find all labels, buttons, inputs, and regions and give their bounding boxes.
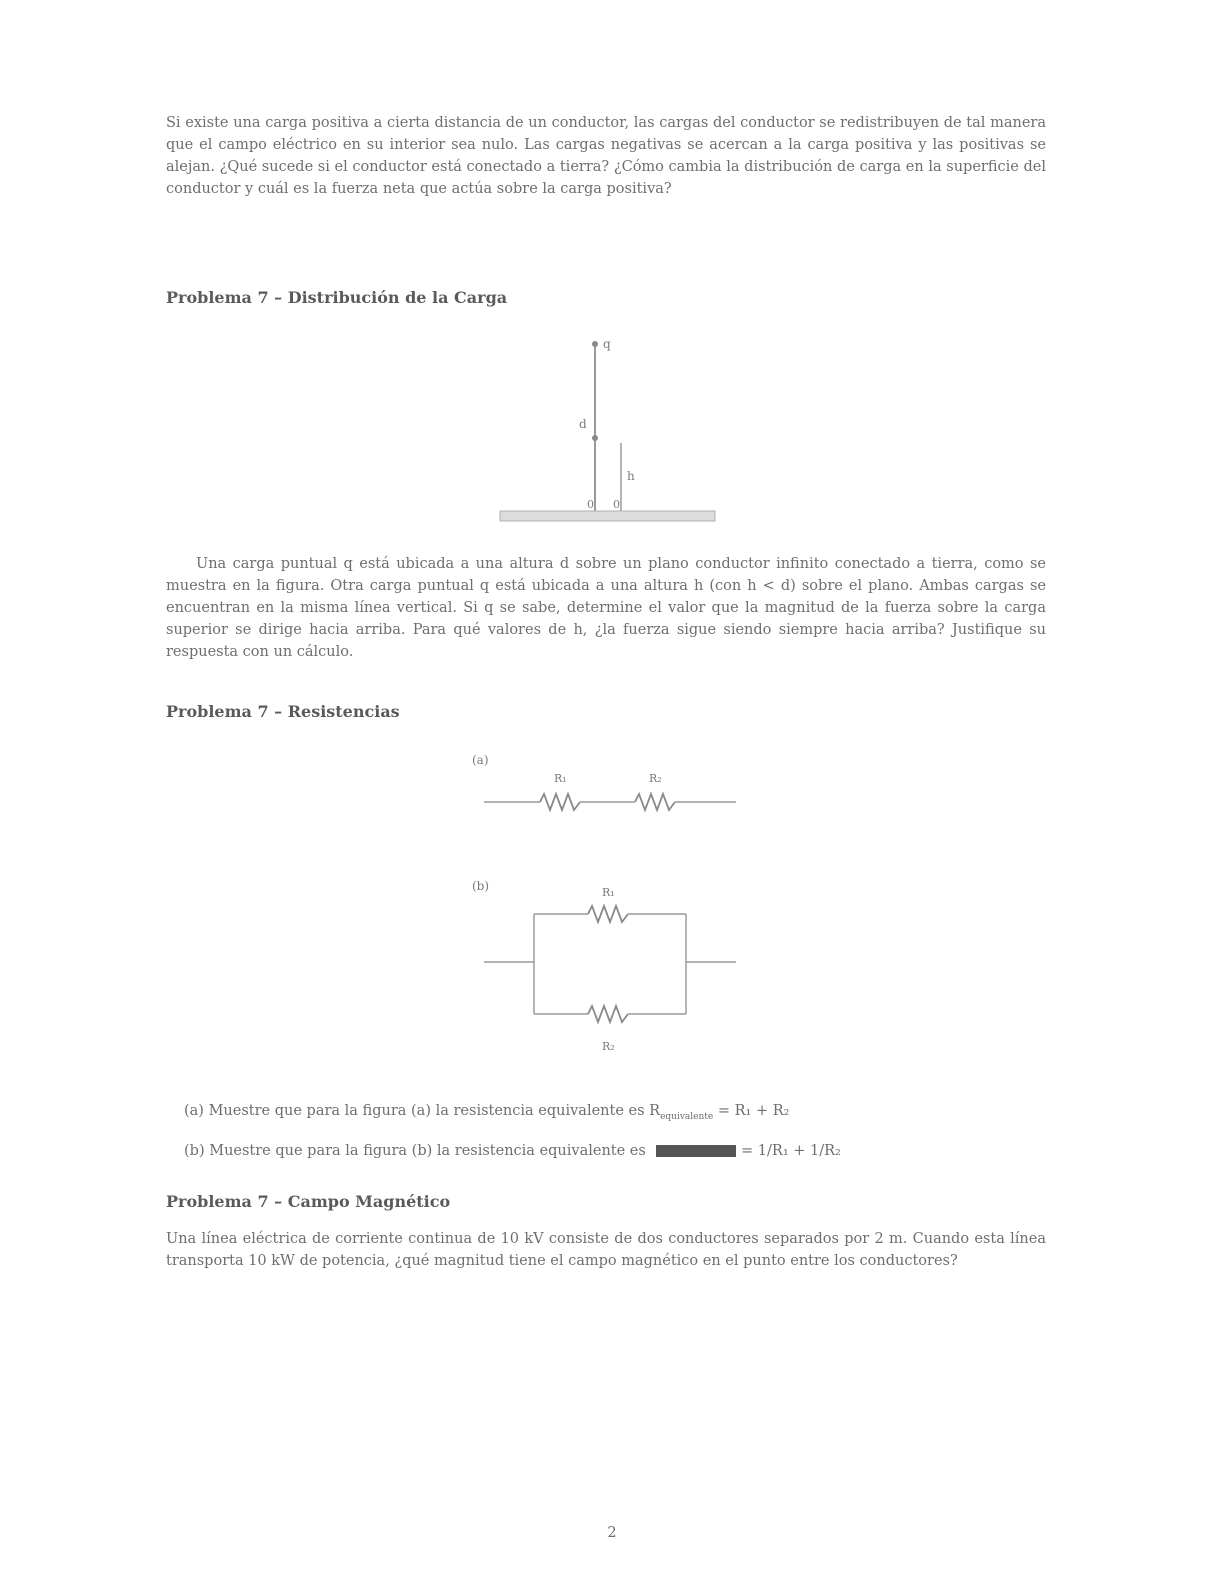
problem-1-text: Una carga puntual q está ubicada a una altura d sobre un plano conductor infinito conectado a tierra, como se muestra en la figura. Otra carga puntual q está ubicada a una altura h (con h < d) sobre el plano. Ambas cargas se encuentran en la misma línea vertical. Si q se sabe, determine el valor que la magnitud de la fuerza sobre la carga superior se dirige hacia arriba. Para qué valores de h, ¿la fuerza sigue siendo siempre hacia arriba? Justifique su respuesta con un cálculo. [166,556,1046,660]
problem-2-item-b: (b) Muestre que para la figura (b) la resistencia equivalente es = 1/R₁ + 1/R₂ [184,1143,841,1159]
fig-a-r1-label: R₁ [554,772,567,785]
resistor-r2-series [635,794,675,810]
problem-3-section [166,1192,450,1211]
problem-3-title: Problema 7 – Campo Magnético [166,1192,451,1211]
label-base-right: 0 [613,498,620,511]
problem-1-section [166,288,507,307]
intro-paragraph: Si existe una carga positiva a cierta distancia de un conductor, las cargas del conductor se redistribuyen de tal manera que el campo eléctrico en su interior sea nulo. Las cargas negativas se acercan a la carga positiva y las positivas se alejan. ¿Qué sucede si el conductor está conectado a tierra? ¿Cómo cambia la distribución de carga en la superficie del conductor y cuál es la fuerza neta que actúa sobre la carga positiva? [166,115,1046,197]
label-base-left: 0 [587,498,594,511]
charge-plane-figure [495,328,720,528]
page-body [166,112,1046,200]
resistor-r2-parallel [588,1006,628,1022]
parallel-circuit-figure [470,874,750,1059]
problem-2-title: Problema 7 – Resistencias [166,702,400,721]
fig-b-r1-label: R₁ [602,886,615,899]
resistor-r1-parallel [588,906,628,922]
label-d: d [579,417,587,431]
fig-b-label: (b) [472,879,490,893]
problem-2-section [166,702,400,721]
charge-middle [592,435,598,441]
resistor-r1-series [540,794,580,810]
page-number: 2 [607,1525,617,1541]
problem-1-body [166,553,1046,663]
fig-b-r2-label: R₂ [602,1040,615,1053]
series-circuit-figure [470,748,750,828]
fig-a-r2-label: R₂ [649,772,662,785]
label-top: q [603,337,611,351]
charge-top [592,341,598,347]
problem-3-body [166,1228,1046,1272]
conducting-plane [500,511,715,521]
label-h: h [627,469,635,483]
fig-a-label: (a) [472,753,489,767]
problem-2-item-a: (a) Muestre que para la figura (a) la resistencia equivalente es $R_{equivalente} = R_1 + R_2$ [184,1103,790,1122]
problem-3-text: Una línea eléctrica de corriente continua de 10 kV consiste de dos conductores separados por 2 m. Cuando esta línea transporta 10 kW de potencia, ¿qué magnitud tiene el campo magnético en el punto entre los conductores? [166,1231,1046,1269]
equivalent-resistance-fraction [656,1145,736,1157]
problem-1-title: Problema 7 – Distribución de la Carga [166,288,508,307]
